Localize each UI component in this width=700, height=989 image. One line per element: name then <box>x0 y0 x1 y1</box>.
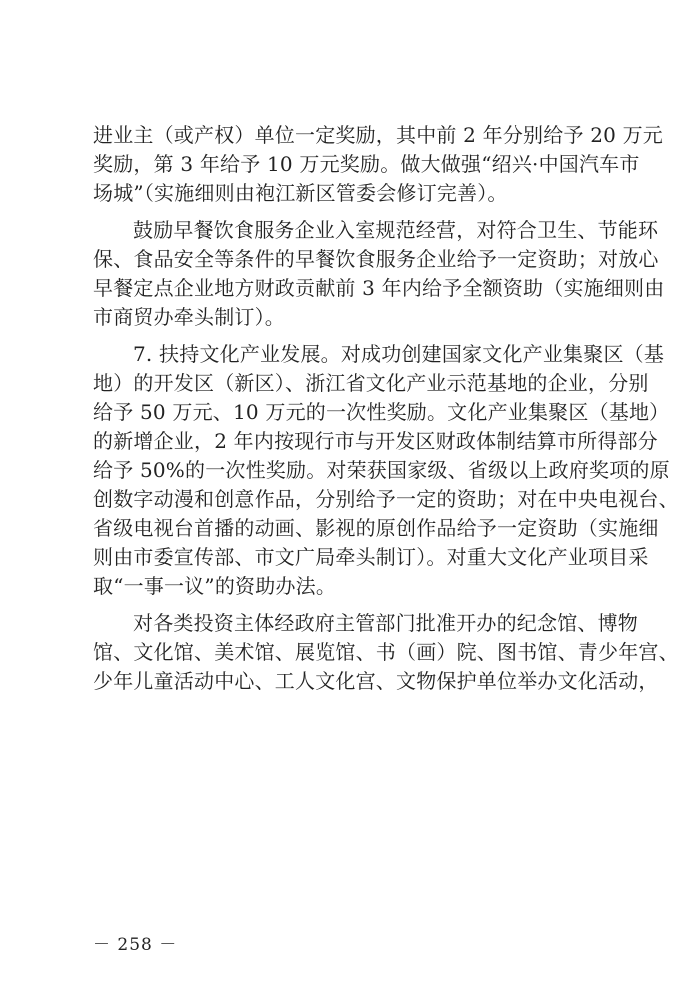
paragraph-2 <box>93 216 665 332</box>
text-line: 奖励，第 3 年给予 10 万元奖励。做大做强“绍兴·中国汽车市 <box>93 152 640 176</box>
text-line: 场城”（实施细则由袍江新区管委会修订完善）。 <box>93 181 508 205</box>
paragraph-4 <box>93 609 679 696</box>
page-number: － 258 － <box>93 935 178 955</box>
text-line: 地）的开发区（新区）、浙江省文化产业示范基地的企业，分别 <box>93 371 649 395</box>
text-line: 省级电视台首播的动画、影视的原创作品给予一定资助（实施细 <box>93 516 659 540</box>
text-line: 创数字动漫和创意作品，分别给予一定的资助；对在中央电视台、 <box>93 487 679 511</box>
text-line: 保、食品安全等条件的早餐饮食服务企业给予一定资助；对放心 <box>93 247 659 271</box>
text-line: 鼓励早餐饮食服务企业入室规范经营，对符合卫生、节能环 <box>133 218 659 242</box>
text-line: 市商贸办牵头制订）。 <box>93 305 285 329</box>
body-text <box>93 121 679 696</box>
text-line: 7. 扶持文化产业发展。对成功创建国家文化产业集聚区（基 <box>133 342 665 366</box>
text-line: 对各类投资主体经政府主管部门批准开办的纪念馆、博物 <box>133 611 638 635</box>
text-line: 进业主（或产权）单位一定奖励，其中前 2 年分别给予 20 万元 <box>93 123 664 147</box>
text-line: 馆、文化馆、美术馆、展览馆、书（画）院、图书馆、青少年宫、 <box>93 640 679 664</box>
text-line: 早餐定点企业地方财政贡献前 3 年内给予全额资助（实施细则由 <box>93 276 665 300</box>
text-line: 给予 50 万元、10 万元的一次性奖励。文化产业集聚区（基地） <box>93 400 670 424</box>
paragraph-3 <box>93 340 679 601</box>
text-line: 则由市委宣传部、市文广局牵头制订）。对重大文化产业项目采 <box>93 545 649 569</box>
text-line: 给予 50%的一次性奖励。对荣获国家级、省级以上政府奖项的原 <box>93 458 670 482</box>
text-line: 取“一事一议”的资助办法。 <box>93 574 337 598</box>
paragraph-1 <box>93 121 664 208</box>
text-line: 的新增企业，2 年内按现行市与开发区财政体制结算市所得部分 <box>93 429 658 453</box>
text-line: 少年儿童活动中心、工人文化宫、文物保护单位举办文化活动， <box>93 669 659 693</box>
